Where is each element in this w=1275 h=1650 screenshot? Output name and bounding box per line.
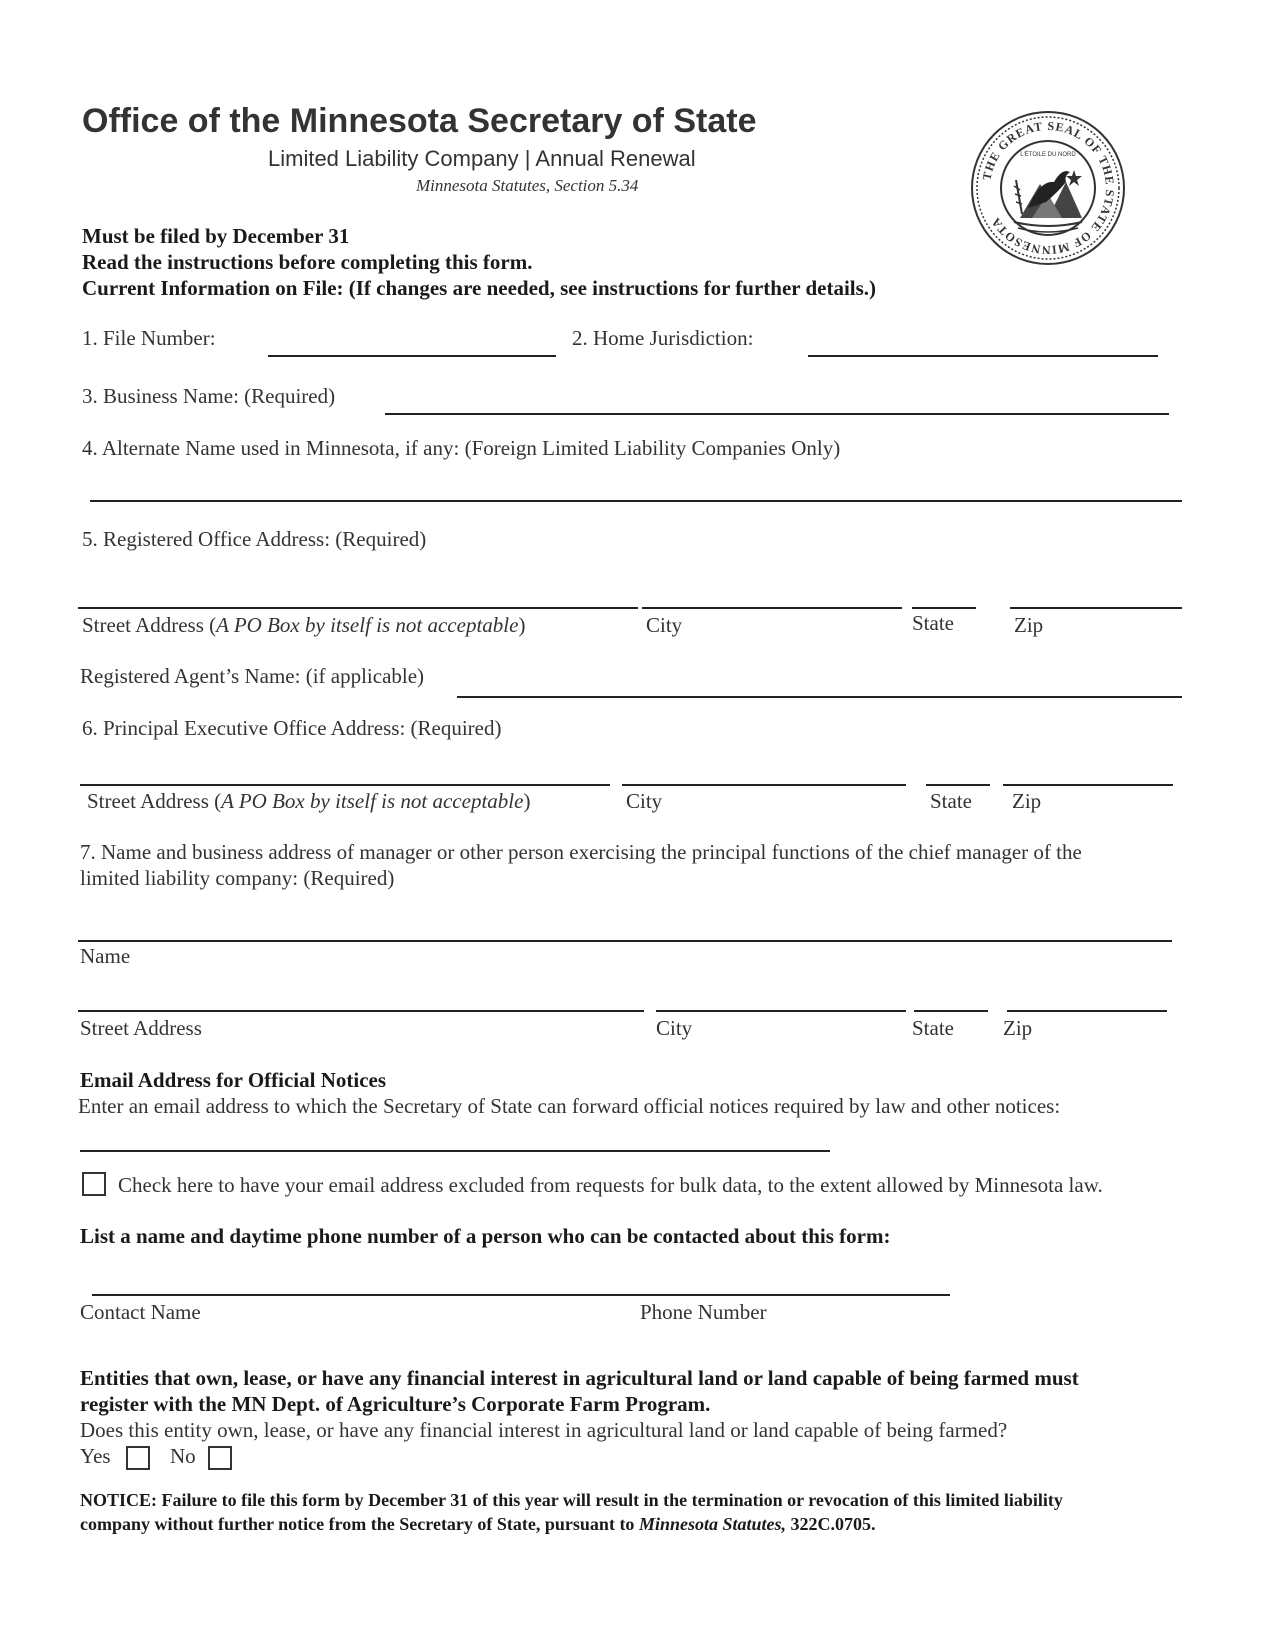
email-instruction: Enter an email address to which the Secretary of State can forward official notices required by law and other notices: [78, 1094, 1061, 1118]
registered-office-label: 5. Registered Office Address: (Required) [82, 527, 427, 551]
agriculture-note-line2: register with the MN Dept. of Agriculture’s Corporate Farm Program. [80, 1392, 711, 1416]
yes-label: Yes [80, 1444, 111, 1468]
principal-office-label: 6. Principal Executive Office Address: (Required) [82, 716, 502, 740]
registered-street-field[interactable] [78, 607, 638, 609]
principal-city-label: City [626, 789, 663, 813]
registered-zip-field[interactable] [1010, 607, 1182, 609]
manager-name-label: Name [80, 944, 131, 968]
alternate-name-label: 4. Alternate Name used in Minnesota, if any: (Foreign Limited Liability Companies Only) [82, 436, 841, 460]
registered-agent-field[interactable] [457, 696, 1182, 698]
filing-deadline: Must be filed by December 31 [82, 224, 350, 248]
form-title: Office of the Minnesota Secretary of State [82, 102, 757, 140]
no-label: No [170, 1444, 196, 1468]
principal-state-field[interactable] [926, 784, 990, 786]
manager-city-label: City [656, 1016, 693, 1040]
notice-line2: company without further notice from the Secretary of State, pursuant to Minnesota Statutes, 322C.0705. [80, 1514, 876, 1534]
manager-zip-field[interactable] [1007, 1010, 1167, 1012]
principal-city-field[interactable] [622, 784, 906, 786]
file-number-label: 1. File Number: [82, 326, 216, 350]
bulk-data-exclusion-label: Check here to have your email address excluded from requests for bulk data, to the extent allowed by Minnesota law. [118, 1173, 1103, 1197]
principal-zip-label: Zip [1012, 789, 1042, 813]
statute-reference: Minnesota Statutes, Section 5.34 [416, 176, 639, 195]
principal-state-label: State [930, 789, 972, 813]
manager-street-field[interactable] [78, 1010, 644, 1012]
contact-field[interactable] [92, 1294, 950, 1296]
form-subtitle: Limited Liability Company | Annual Renewal [268, 146, 696, 171]
svg-text:THE GREAT SEAL OF THE STATE OF: THE GREAT SEAL OF THE STATE OF MINNESOTA [979, 118, 1118, 258]
manager-zip-label: Zip [1003, 1016, 1033, 1040]
manager-label-line2: limited liability company: (Required) [80, 866, 395, 890]
manager-state-field[interactable] [914, 1010, 988, 1012]
instructions-note: Read the instructions before completing this form. [82, 250, 533, 274]
email-field[interactable] [80, 1150, 830, 1152]
principal-street-label: Street Address (A PO Box by itself is not acceptable) [87, 789, 531, 813]
bulk-data-exclusion-checkbox[interactable] [82, 1172, 106, 1196]
no-checkbox[interactable] [208, 1446, 232, 1470]
state-seal-icon [970, 110, 1126, 266]
agriculture-note-line1: Entities that own, lease, or have any financial interest in agricultural land or land capable of being farmed must [80, 1366, 1079, 1390]
registered-state-field[interactable] [912, 607, 976, 609]
email-heading: Email Address for Official Notices [80, 1068, 387, 1092]
manager-street-label: Street Address [80, 1016, 202, 1040]
file-number-field[interactable] [268, 355, 556, 357]
contact-heading: List a name and daytime phone number of a person who can be contacted about this form: [80, 1224, 891, 1248]
svg-text:L'ÉTOILE DU NORD: L'ÉTOILE DU NORD [1020, 152, 1076, 158]
yes-checkbox[interactable] [126, 1446, 150, 1470]
contact-name-label: Contact Name [80, 1300, 201, 1324]
home-jurisdiction-field[interactable] [808, 355, 1158, 357]
agriculture-question: Does this entity own, lease, or have any financial interest in agricultural land or land capable of being farmed? [80, 1418, 1008, 1442]
principal-street-field[interactable] [80, 784, 610, 786]
business-name-label: 3. Business Name: (Required) [82, 384, 336, 408]
registered-street-label: Street Address (A PO Box by itself is not acceptable) [82, 613, 526, 637]
principal-zip-field[interactable] [1003, 784, 1173, 786]
notice-line1: NOTICE: Failure to file this form by December 31 of this year will result in the termination or revocation of this limited liability [80, 1490, 1063, 1510]
registered-city-field[interactable] [642, 607, 902, 609]
phone-number-label: Phone Number [640, 1300, 767, 1324]
alternate-name-field[interactable] [90, 500, 1182, 502]
registered-city-label: City [646, 613, 683, 637]
registered-state-label: State [912, 611, 954, 635]
registered-zip-label: Zip [1014, 613, 1044, 637]
manager-label-line1: 7. Name and business address of manager or other person exercising the principal functions of the chief manager of the [80, 840, 1082, 864]
manager-state-label: State [912, 1016, 954, 1040]
manager-city-field[interactable] [656, 1010, 906, 1012]
registered-agent-label: Registered Agent’s Name: (if applicable) [80, 664, 425, 688]
current-info-note: Current Information on File: (If changes are needed, see instructions for further details.) [82, 276, 877, 300]
business-name-field[interactable] [385, 413, 1169, 415]
home-jurisdiction-label: 2. Home Jurisdiction: [572, 326, 754, 350]
manager-name-field[interactable] [78, 940, 1172, 942]
